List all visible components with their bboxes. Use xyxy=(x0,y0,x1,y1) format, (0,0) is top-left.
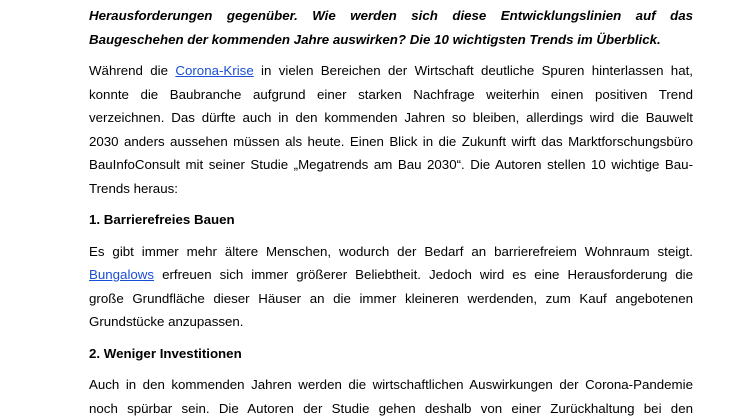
intro-line-1: Herausforderungen gegenüber. Wie werden sich diese Entwicklungslinien auf das xyxy=(89,8,693,23)
section-2-line-2: noch spürbar sein. Die Autoren der Studie gehen deshalb von einer Zurückhaltung bei den xyxy=(89,401,693,416)
intro-line-2: Baugeschehen der kommenden Jahre auswirken? Die 10 wichtigsten Trends im Überblick. xyxy=(89,32,661,47)
paragraph-1-text-post: in vielen Bereichen der Wirtschaft deutliche Spuren hinterlassen hat, xyxy=(253,63,693,78)
section-1-heading: 1. Barrierefreies Bauen xyxy=(89,212,235,227)
paragraph-1-line-4: 2030 anders aussehen müssen als heute. Einen Blick in die Zukunft wirft das Marktforschungsbüro xyxy=(89,134,693,149)
paragraph-1-line-2: konnte die Baubranche aufgrund einer starken Nachfrage weiterhin einen positiven Trend xyxy=(89,87,693,102)
section-2-heading: 2. Weniger Investitionen xyxy=(89,346,242,361)
bungalows-link[interactable]: Bungalows xyxy=(89,267,155,282)
section-1-line-2-text: erfreuen sich immer größerer Beliebtheit. Jedoch wird es eine Herausforderung die xyxy=(154,267,693,282)
paragraph-1-line-3: verzeichnen. Das dürfte auch in den kommenden Jahren so bleiben, allerdings wird die Bauwelt xyxy=(89,110,693,125)
paragraph-1-line-1 xyxy=(89,63,693,79)
section-1-line-4: Grundstücke anzupassen. xyxy=(89,314,244,329)
section-1-line-2 xyxy=(89,267,693,283)
section-1-line-3: große Grundfläche dieser Häuser an die immer kleineren werdenden, zum Kauf angebotenen xyxy=(89,291,693,306)
paragraph-1-line-6: Trends heraus: xyxy=(89,181,178,196)
section-1-line-1: Es gibt immer mehr ältere Menschen, wodurch der Bedarf an barrierefreiem Wohnraum steigt. xyxy=(89,244,693,259)
corona-krise-link[interactable]: Corona-Krise xyxy=(175,63,254,78)
paragraph-1-line-5: BauInfoConsult mit seiner Studie „Megatrends am Bau 2030“. Die Autoren stellen 10 wichtige Bau- xyxy=(89,157,693,172)
paragraph-1-text-pre: Während die xyxy=(89,63,176,78)
section-2-line-1: Auch in den kommenden Jahren werden die wirtschaftlichen Auswirkungen der Corona-Pandemie xyxy=(89,377,693,392)
